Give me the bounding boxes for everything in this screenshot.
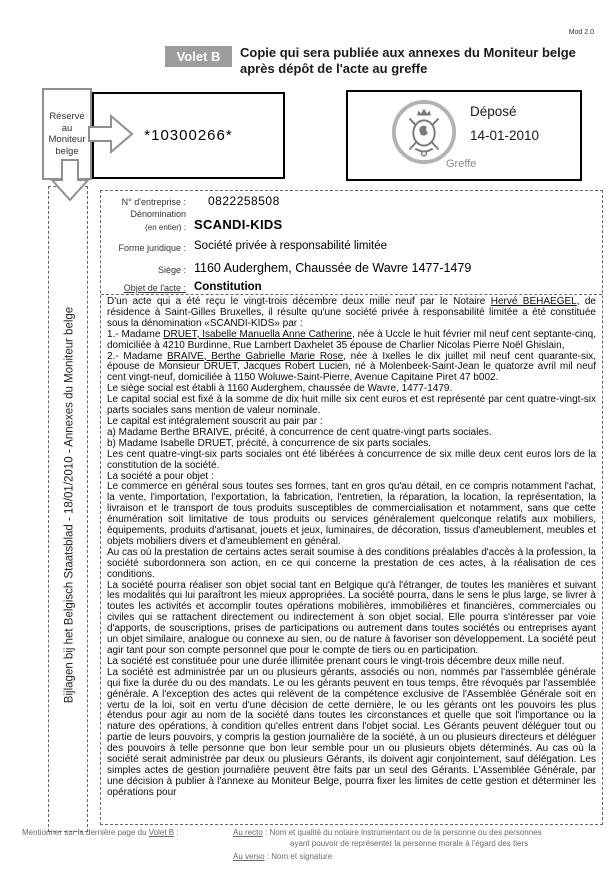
act-content-box xyxy=(100,190,603,825)
denomination-value: SCANDI-KIDS xyxy=(194,217,283,232)
deposit-stamp-box xyxy=(346,90,582,181)
reserved-line: Réservé xyxy=(49,111,85,122)
footer-volet-b-ref: Volet B xyxy=(148,828,175,837)
legal-form-label: Forme juridique : xyxy=(118,243,186,253)
greffe-label: Greffe xyxy=(446,158,477,170)
enterprise-number-value: 0822258508 xyxy=(208,194,280,208)
volet-b-label: Volet B xyxy=(176,49,221,64)
barcode-number: *10300266* xyxy=(144,127,233,144)
footer-mention: Mentionner sur la dernière page du Volet B : xyxy=(22,828,179,837)
belgian-state-seal-icon xyxy=(390,98,458,166)
left-margin-strip xyxy=(48,186,88,832)
page-title-line2: après dépôt de l'acte au greffe xyxy=(240,61,428,76)
enterprise-number-label: N° d'entreprise : xyxy=(121,197,186,207)
down-arrow-icon xyxy=(50,158,90,206)
footer-verso: Au verso : Nom et signature xyxy=(233,852,333,861)
legal-form-value: Société privée à responsabilité limitée xyxy=(194,240,388,252)
object-of-act-label: Objet de l'acte : xyxy=(123,283,186,293)
deposed-label: Déposé xyxy=(470,104,517,119)
mod-version-label: Mod 2.0 xyxy=(568,29,594,36)
denomination-label: Dénomination xyxy=(130,209,186,219)
object-of-act-value: Constitution xyxy=(194,281,262,293)
reserved-line: Moniteur xyxy=(48,134,86,145)
footer-recto-label: Au recto xyxy=(233,828,263,837)
body-text: D'un acte qui a été reçu le vingt-trois décembre deux mille neuf par le Notaire Hervé BEHAEGEL, de résidence à Saint-Gilles Bruxelles, il résulte qu'une société privée à responsabilité limitée a été constituée sous la dénomination «SCANDI-KIDS» par : 1.- Madame DRUET, Isabelle Manuella Anne Catherine, née à Uccle le huit février mil neuf cent septante-cinq, domiciliée à 4210 Burdinne, Rue Lambert Daxhelet 35 épouse de Charlier Nicolas Pierre Noël Ghislain, 2.- Madame BRAIVE, Berthe Gabrielle Marie Rose, née à Ixelles le dix juillet mil neuf cent quarante-six, épouse de Monsieur DRUET, Jacques Robert Lucien, né à Molenbeek-Saint-Jean le quatorze avril mil neuf cent vingt-neuf, domiciliée à 1150 Woluwe-Saint-Pierre, Avenue Capitaine Piret 47 b002. Le siège social est établi à 1160 Auderghem, chaussée de Wavre, 1477-1479. Le capital social est fixé à la somme de dix huit mille six cent euros et est représenté par cent quatre-vingt-six parts sociales sans mention de valeur nominale. Le capital est intégralement souscrit au pair par : a) Madame Berthe BRAIVE, précité, à concurrence de cent quatre-vingt parts sociales. b) Madame Isabelle DRUET, précité, à concurrence de six parts sociales. Les cent quatre-vingt-six parts sociales ont été libérées à concurrence de six mille deux cent euros lors de la constitution de la société. La société a pour objet : Le commerce en général sous toutes ses formes, tant en gros qu'au détail, en ce compris notamment l'achat, la vente, l'importation, l'exportation, la fabrication, l'entretien, la réparation, la location, la représentation, la livraison et le transport de tous produits susceptibles de commercialisation et notamment, sans que cette énumération soit limitative de tous produits ou services généralement quelconque relatifs aux mobiliers, équipements, produits d'artisanat, jouets et jeux, luminaires, de décoration, tissus d'ameublement, meubles et objets mobiliers divers et d'ameublement en général. Au cas où la prestation de certains actes serait soumise à des conditions préalables d'accès à la profession, la société subordonnera son action, en ce qui concerne la prestation de ces actes, à la réalisation de ces conditions. La société pourra réaliser son objet social tant en Belgique qu'à l'étranger, de toutes les manières et suivant les modalités qui lui paraîtront les mieux appropriées. La société pourra, dans le sens le plus large, se livrer à toutes les activités et accomplir toutes opérations mobilières, immobilières et financières, commerciales ou civiles qui se rattachent directement ou indirectement à son objet social. Elle pourra s'intéresser par voie d'apports, de souscriptions, prises de participations ou autrement dans toutes sociétés ou entreprises ayant un objet similaire, analogue ou connexe au sien, ou de nature à favoriser son développement. La société peut agir tant pour son compte personnel que pour le compte de tiers ou en participation. La société est constituée pour une durée illimitée prenant cours le vingt-trois décembre deux mille neuf. La société est administrée par un ou plusieurs gérants, associés ou non, nommés par l'assemblée générale qui fixe la durée du ou des mandats. Le ou les gérants peuvent en tous temps, être révoqués par l'assemblée générale. A l'exception des actes qui relèvent de la compétence exclusive de l'Assemblée Générale soit en vertu de la loi, soit en vertu d'une décision de cette dernière, le ou les gérants ont les pouvoirs les plus étendus pour agir au nom de la société dans toutes les circonstances et quelle que soit l'importance ou la nature des opérations, à condition qu'elles entrent dans l'objet social. Les Gérants peuvent déléguer tout ou partie de leurs pouvoirs, y compris la gestion journalière de la société, à un ou plusieurs directeurs et déléguer des pouvoirs à telle personne que bon leur semble pour un ou plusieurs objets déterminés. Au cas où la société serait administrée par deux ou plusieurs Gérants, ils doivent agir conjointement, sauf délégation. Les simples actes de gestion journalière peuvent être faits par un seul des Gérants. L'Assemblée Générale, par une décision à publier à l'annexe au Moniteur Belge, pourra fixer les limites de cette gestion et déterminer les opérations pour xyxy=(107,296,597,798)
siege-value: 1160 Auderghem, Chaussée de Wavre 1477-1479 xyxy=(194,261,472,275)
siege-label: Siège : xyxy=(157,265,186,275)
footer-recto: Au recto : Nom et qualité du notaire instrumentant ou de la personne ou des personnes xyxy=(233,828,542,837)
deposed-date: 14-01-2010 xyxy=(470,128,540,143)
footer-verso-label: Au verso xyxy=(233,852,265,861)
volet-b-badge xyxy=(165,46,232,67)
reserved-line: belge xyxy=(55,145,79,157)
reserved-line: au xyxy=(61,122,73,134)
denomination-sublabel: (en entier) : xyxy=(145,223,186,232)
footer-recto-continued: ayant pouvoir de représenter la personne morale à l'égard des tiers xyxy=(290,839,529,848)
staatsblad-vertical-text: Bijlagen bij het Belgisch Staatsblad - 18/01/2010 - Annexes du Moniteur belge xyxy=(63,306,76,704)
right-arrow-icon xyxy=(86,106,136,162)
page-title-line1: Copie qui sera publiée aux annexes du Moniteur belge xyxy=(240,45,576,60)
page-title xyxy=(240,45,576,77)
entity-header-section xyxy=(101,191,602,295)
